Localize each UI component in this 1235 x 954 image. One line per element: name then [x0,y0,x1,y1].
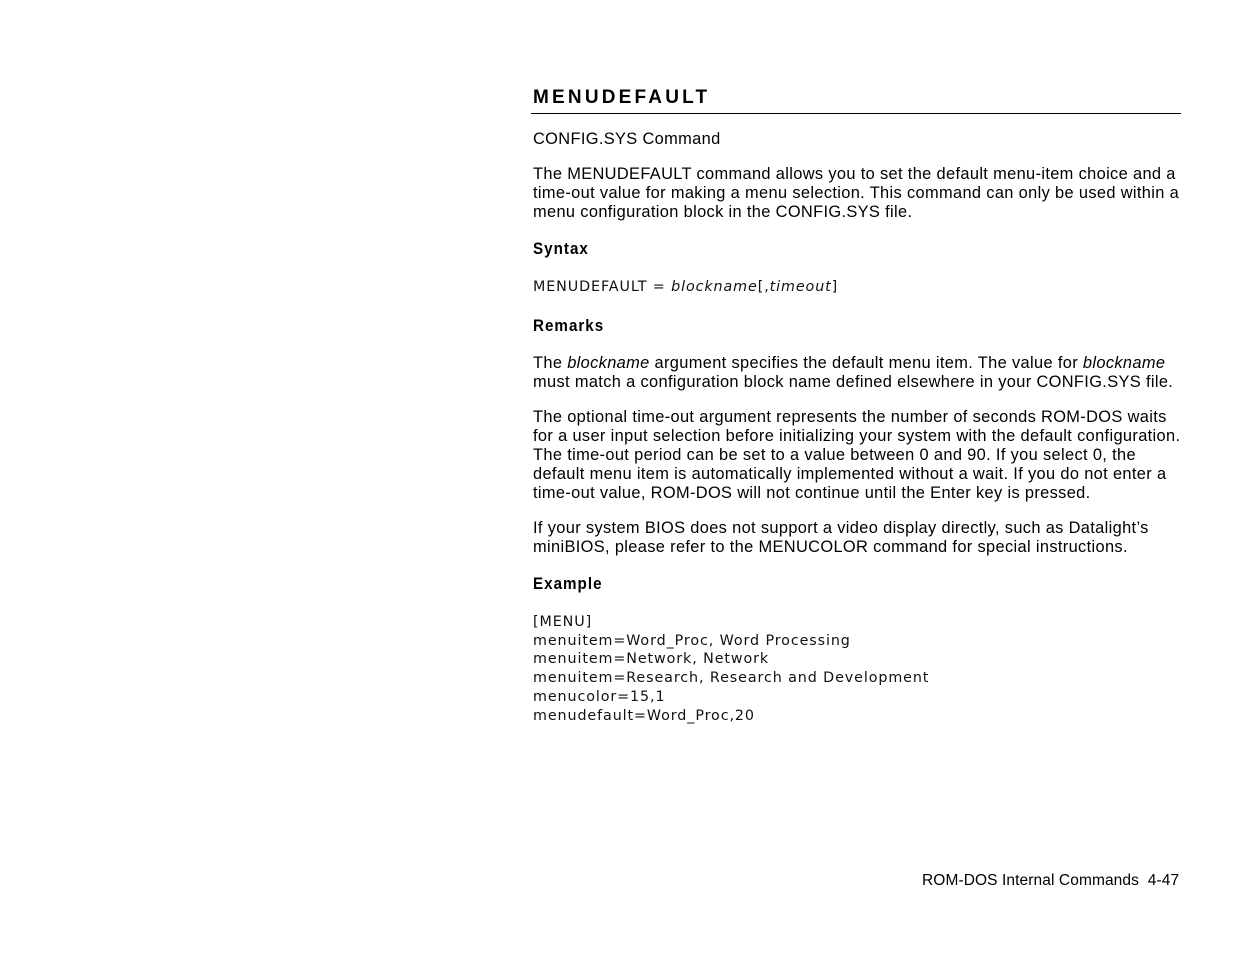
syntax-bracket-open: [, [757,279,770,295]
page-footer: ROM-DOS Internal Commands 4-47 [922,872,1180,889]
example-line: menuitem=Network, Network [533,651,770,668]
remarks-p1-arg: blockname [567,353,650,372]
remarks-paragraph-1 [533,354,1181,392]
syntax-arg-timeout: timeout [769,279,832,295]
example-line: [MENU] [533,613,593,630]
syntax-bracket-close: ] [831,279,839,295]
example-line: menucolor=15,1 [533,688,666,705]
syntax-prefix: MENUDEFAULT = [533,279,672,295]
remarks-heading: Remarks [533,316,605,335]
remarks-p1-arg2: blockname [1082,353,1166,372]
page-title: MENUDEFAULT [533,87,711,108]
remarks-paragraph-3: If your system BIOS does not support a video display directly, such as Datalight’s miniBIOS, please refer to the MENUCOLOR command for special instructions. [533,518,1149,556]
remarks-paragraph-2: The optional time-out argument represents the number of seconds ROM-DOS waits for a user input selection before initializing your system with the default configuration. The time-out period can be set to a value between 0 and 90. If you select 0, the default menu item is automatically implemented without a wait. If you do not enter a time-out value, ROM-DOS will not continue until the Enter key is pressed. [533,407,1181,502]
intro-paragraph: The MENUDEFAULT command allows you to set the default menu-item choice and a time-out value for making a menu selection. This command can only be used within a menu configuration block in the CONFIG.SYS file. [533,165,1180,221]
command-type: CONFIG.SYS Command [533,130,721,148]
document-page [533,86,1181,726]
example-heading: Example [533,574,603,593]
example-line: menuitem=Word_Proc, Word Processing [533,632,851,649]
remarks-p1-end: must match a configuration block name defined elsewhere in your CONFIG.SYS file. [533,372,1174,391]
title-rule [531,113,1181,114]
example-line: menudefault=Word_Proc,20 [533,707,755,724]
syntax-arg-blockname: blockname [671,279,758,295]
remarks-p1-mid: argument specifies the default menu item. The value for [649,353,1083,372]
syntax-heading: Syntax [533,240,589,258]
syntax-line [533,278,1181,297]
example-code-block [533,613,1181,726]
example-line: menuitem=Research, Research and Development [533,670,930,687]
remarks-p1-start: The [533,353,568,372]
